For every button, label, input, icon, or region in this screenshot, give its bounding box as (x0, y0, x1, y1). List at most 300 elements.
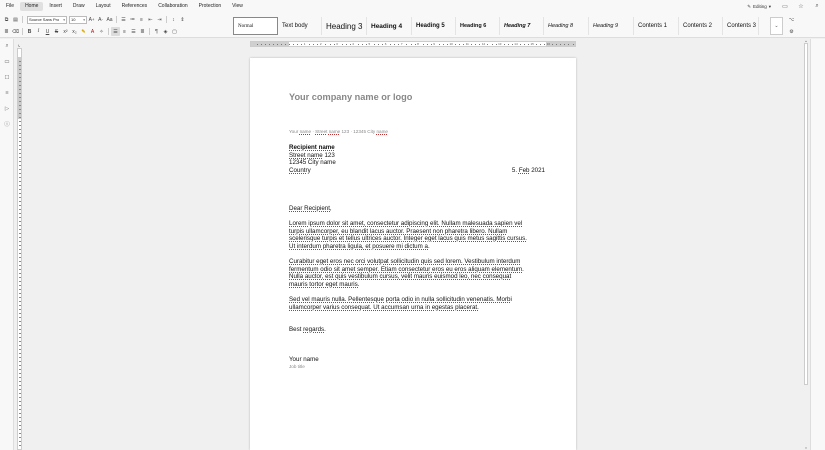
ruler-tick (19, 105, 21, 106)
ruler-tick (19, 229, 21, 230)
grow-font-icon[interactable]: A + (88, 16, 95, 23)
ruler-tick (19, 349, 21, 350)
italic-icon[interactable]: I (37, 29, 40, 34)
ruler-tick (313, 44, 314, 45)
ruler-tick (19, 309, 21, 310)
chevron-down-icon: ⌄ (774, 23, 779, 29)
sender-word: name (299, 129, 312, 134)
ruler-tick (398, 44, 399, 45)
ruler-tick (439, 44, 440, 45)
style-contents-3[interactable]: Contents 3 (723, 17, 759, 35)
ruler-tick (19, 393, 21, 394)
style-heading-8[interactable]: Heading 8 (544, 17, 589, 35)
ruler-tick (19, 69, 21, 70)
comments-icon[interactable]: ▭ (4, 59, 10, 66)
vertical-scrollbar[interactable] (803, 39, 809, 450)
recipient-street-text: Street name (289, 151, 323, 159)
paragraph-line: Ut interdum pharetra ligula, et posuere mi dictum a. (289, 242, 430, 250)
ruler-tick (19, 245, 21, 246)
recipient-name-text: Recipient name (289, 144, 335, 151)
ruler-tick (19, 161, 21, 162)
salutation-text: Dear Recipient, (289, 205, 332, 212)
ruler-number: 10 (449, 42, 453, 46)
ruler-tick (447, 44, 448, 45)
ruler-tick (19, 101, 21, 102)
ruler-tick (19, 177, 21, 178)
ruler-tick (19, 181, 21, 182)
ruler-tick (19, 425, 21, 426)
ruler-tick (19, 365, 21, 366)
ruler-tick (265, 44, 266, 45)
ruler-tick (297, 44, 298, 45)
ruler-tick (564, 44, 565, 45)
ruler-tick (325, 44, 326, 45)
style-heading-9[interactable]: Heading 9 (589, 17, 634, 35)
editing-label: Editing (752, 4, 767, 9)
ruler-number: 9 (433, 42, 435, 46)
toolbar-divider (116, 16, 117, 23)
ruler-tick (19, 289, 21, 290)
ruler-tick (334, 44, 335, 45)
ruler-tick (524, 44, 525, 45)
ruler-tick (19, 225, 21, 226)
ruler-tick (366, 44, 367, 45)
paragraph-line: turpis ullamcorper, eu blandit lacus auctor. Praesent non pharetra libero. Nullam (289, 227, 508, 235)
ruler-tick (19, 241, 21, 242)
ruler-tick (406, 44, 407, 45)
ruler-tick (573, 44, 574, 45)
ruler-tick (552, 44, 553, 45)
ruler-tick (19, 81, 21, 82)
ruler-tick (19, 157, 21, 158)
sender-word: Street (315, 129, 328, 134)
sender-separator: · (312, 129, 314, 134)
search-icon[interactable]: ⌕ (815, 3, 819, 9)
ruler-tick (492, 44, 493, 45)
ruler-tick (289, 44, 290, 45)
ruler-tick (19, 129, 21, 130)
ruler-tick (19, 333, 21, 334)
ruler-tick (19, 197, 21, 198)
ruler-tick (19, 221, 21, 222)
ruler-tick (19, 73, 21, 74)
ruler-tick (19, 253, 21, 254)
font-size-value: 10 (71, 16, 76, 22)
ruler-tick (293, 44, 294, 45)
style-gallery (233, 17, 783, 35)
ruler-tick (19, 117, 21, 118)
shading-icon[interactable]: ◈ (163, 28, 168, 35)
menu-references[interactable]: References (121, 3, 148, 9)
ruler-number: 13 (498, 42, 502, 46)
ruler-tick (19, 125, 21, 126)
ruler-tick (19, 257, 21, 258)
paragraph-line: scelerisque turpis et tellus ultrices auctor. Integer eget lacus quis metus sagittis cursus. (289, 235, 527, 243)
ruler-tick (330, 44, 331, 45)
ruler-tick (19, 401, 21, 402)
style-heading-5[interactable]: Heading 5 (412, 17, 456, 35)
style-heading-7[interactable]: Heading 7 (500, 17, 544, 35)
signer-name[interactable]: Your name (289, 356, 319, 363)
ruler-tick (560, 44, 561, 45)
ruler-tick (423, 44, 424, 45)
ruler-tick (19, 169, 21, 170)
ruler-tick (19, 373, 21, 374)
ruler-tick (19, 337, 21, 338)
ruler-number: 2 (319, 42, 322, 46)
feedback-icon[interactable]: ▷ (4, 105, 10, 112)
ruler-tick (455, 44, 456, 45)
scroll-down-icon[interactable]: ▾ (805, 446, 807, 450)
ruler-tick (19, 133, 21, 134)
ruler-tick (463, 44, 464, 45)
ruler-tick (19, 313, 21, 314)
ruler-tick (301, 44, 302, 45)
right-sidebar (810, 39, 825, 450)
signer-job-title[interactable]: Job title (289, 364, 305, 369)
ruler-tick (374, 44, 375, 45)
font-size-select[interactable] (69, 16, 87, 24)
ruler-tick (520, 44, 521, 45)
salutation[interactable] (289, 205, 332, 213)
ruler-tick (528, 44, 529, 45)
sender-word: 12345 City (353, 129, 376, 134)
underline-icon[interactable]: U (45, 28, 50, 35)
ruler-tick (358, 44, 359, 45)
recipient-name[interactable] (289, 144, 335, 152)
ruler-tick (19, 353, 21, 354)
ruler-number: 11 (465, 42, 469, 46)
menu-right-tools (741, 0, 825, 13)
ruler-tick (496, 44, 497, 45)
style-heading-3[interactable]: Heading 3 (322, 17, 367, 35)
paragraph-line: Lorem ipsum dolor sit amet, consectetur adipiscing elit. Nullam malesuada sapien vel (289, 220, 523, 227)
ruler-number: 7 (400, 42, 403, 46)
ruler-tick (19, 113, 21, 114)
chevron-down-icon: ▾ (63, 17, 65, 22)
ruler-tick (19, 97, 21, 98)
toolbar-divider (22, 28, 23, 35)
ruler-tick (19, 77, 21, 78)
sender-word: name (376, 129, 388, 134)
sender-word: name (328, 129, 341, 134)
show-formatting-icon[interactable]: ¶ (155, 28, 158, 35)
ruler-tick (19, 93, 21, 94)
ruler-tick (19, 109, 21, 110)
toolbar-row-1 (0, 14, 187, 25)
align-center-icon[interactable]: ≡ (123, 28, 126, 35)
ruler-tick (540, 44, 541, 45)
ruler-number: 15 (530, 42, 534, 46)
ruler-tick (443, 44, 444, 45)
ruler-tick (19, 405, 21, 406)
vertical-ruler[interactable] (17, 48, 22, 450)
ruler-tick (19, 277, 21, 278)
ruler-tick (277, 44, 278, 45)
ruler-number: 14 (514, 42, 518, 46)
ruler-tick (19, 237, 21, 238)
recipient-street-number: 123 (324, 151, 335, 159)
closing-word: regards. (303, 326, 326, 333)
paragraph-line: mauris tortor eget mauris. (289, 280, 360, 288)
ruler-tick (19, 429, 21, 430)
style-heading-6[interactable]: Heading 6 (456, 17, 500, 35)
ruler-tick (19, 205, 21, 206)
ruler-tick (19, 141, 21, 142)
ruler-tick (19, 377, 21, 378)
change-case-icon[interactable]: Aa (106, 16, 113, 23)
navigation-icon[interactable]: ≡ (5, 90, 9, 97)
ruler-tick (19, 357, 21, 358)
ruler-tick (19, 165, 21, 166)
ruler-tick (19, 413, 21, 414)
ruler-tick (19, 137, 21, 138)
ruler-tick (19, 269, 21, 270)
line-spacing-icon[interactable]: ↕ (172, 16, 175, 23)
ruler-tick (261, 44, 262, 45)
ruler-tick (394, 44, 395, 45)
superscript-icon[interactable]: x² (63, 28, 68, 35)
strikethrough-icon[interactable]: S (54, 28, 59, 35)
ruler-tick (19, 369, 21, 370)
font-color-icon[interactable]: A (90, 28, 95, 35)
ruler-tick (19, 297, 21, 298)
ruler-tick (19, 281, 21, 282)
ruler-tick (415, 44, 416, 45)
ruler-tick (19, 321, 21, 322)
ruler-tick (19, 261, 21, 262)
ruler-tick (19, 273, 21, 274)
ruler-tick (19, 85, 21, 86)
toolbar-divider (149, 28, 150, 35)
new-style-icon[interactable]: ⌥ (788, 16, 795, 23)
ruler-tick (19, 173, 21, 174)
ruler-tick (19, 293, 21, 294)
font-name-select[interactable] (27, 16, 67, 24)
format-painter-icon[interactable]: ≣ (4, 28, 9, 35)
recipient-country[interactable] (289, 167, 311, 175)
decrease-indent-icon[interactable]: ⇤ (148, 16, 153, 23)
style-contents-1[interactable]: Contents 1 (634, 17, 679, 35)
ruler-tick (19, 121, 21, 122)
ruler-number: 16 (546, 42, 551, 46)
ruler-tick (19, 213, 21, 214)
ruler-number: 12 (481, 42, 486, 46)
sender-address-line[interactable] (289, 128, 388, 136)
ruler-tick (459, 44, 460, 45)
clear-format-icon[interactable]: ⌫ (11, 28, 20, 35)
multilevel-list-icon[interactable]: ≡ (140, 16, 143, 23)
ruler-tick (544, 44, 545, 45)
paragraph-line: Sed vel mauris nulla. Pellentesque porta odio in nulla sollicitudin venenatis. Morbi (289, 296, 512, 303)
borders-icon[interactable]: ▢ (172, 28, 177, 35)
ruler-tick (269, 44, 270, 45)
ruler-tick (19, 145, 21, 146)
document-page[interactable] (250, 58, 576, 450)
sender-separator: · (350, 129, 352, 134)
ruler-tick (19, 345, 21, 346)
subscript-icon[interactable]: x₂ (72, 28, 77, 35)
ruler-tick (317, 44, 318, 45)
ruler-tick (281, 44, 282, 45)
gallery-side-tools (787, 15, 797, 39)
ruler-tick (19, 381, 21, 382)
chat-icon[interactable]: ☐ (4, 74, 10, 81)
menu-bar (0, 0, 825, 13)
menu-insert[interactable]: Insert (49, 3, 62, 9)
font-name-value: Source Sans Pro (29, 16, 60, 22)
paragraph-line: Curabitur eget eros nec orci volutpat sollicitudin quis sed lorem. Vestibulum interdum (289, 258, 521, 265)
ruler-tick (346, 44, 347, 45)
ruler-tick (411, 44, 412, 45)
ruler-tick (19, 301, 21, 302)
ruler-tick (19, 149, 21, 150)
chevron-down-icon: ▾ (83, 17, 85, 22)
style-text-body[interactable]: Text body (278, 17, 322, 35)
ruler-tick (19, 305, 21, 306)
menu-view[interactable]: View (232, 3, 243, 9)
ruler-tick (556, 44, 557, 45)
ruler-tick (390, 44, 391, 45)
ruler-tick (19, 445, 21, 446)
ruler-tick (19, 65, 21, 66)
menu-draw[interactable]: Draw (72, 3, 85, 9)
ruler-tick (19, 153, 21, 154)
ruler-tick (19, 217, 21, 218)
align-right-icon[interactable]: ☰ (131, 28, 136, 35)
left-sidebar (0, 39, 14, 450)
bold-icon[interactable]: B (27, 28, 32, 35)
ruler-tick (512, 44, 513, 45)
toolbar-divider (166, 16, 167, 23)
date-day: 5. (511, 167, 518, 174)
menu-home[interactable]: Home (20, 2, 43, 11)
ruler-tick (19, 329, 21, 330)
ruler-tick (536, 44, 537, 45)
date-month: Feb (518, 167, 530, 174)
ruler-tick (309, 44, 310, 45)
copy-icon[interactable]: ⧉ (4, 16, 9, 23)
chevron-down-icon: ▾ (768, 3, 771, 9)
company-name-placeholder[interactable]: Your company name or logo (289, 92, 413, 102)
style-heading-4[interactable]: Heading 4 (367, 17, 412, 35)
ruler-tick (19, 409, 21, 410)
recipient-country-text: Country (289, 166, 311, 174)
ruler-tick (19, 433, 21, 434)
date-year: 2021 (531, 167, 545, 174)
style-contents-2[interactable]: Contents 2 (679, 17, 723, 35)
ruler-tick (19, 417, 21, 418)
editing-mode-button[interactable] (741, 4, 777, 10)
ruler-tick (19, 193, 21, 194)
justify-icon[interactable]: ≣ (140, 28, 145, 35)
star-icon[interactable]: ☆ (798, 4, 804, 10)
ruler-tick (273, 44, 274, 45)
align-left-icon[interactable]: ☰ (111, 27, 120, 36)
ruler-tick (19, 385, 21, 386)
ruler-tick (350, 44, 351, 45)
ruler-number: 4 (352, 42, 354, 46)
menu-layout[interactable]: Layout (95, 3, 111, 9)
ruler-tick (568, 44, 569, 45)
ruler-tick (19, 249, 21, 250)
menu-collaboration[interactable]: Collaboration (158, 3, 188, 9)
ruler-tick (19, 285, 21, 286)
style-normal[interactable]: Normal (233, 17, 278, 35)
ruler-tick (19, 441, 21, 442)
ruler-tick (362, 44, 363, 45)
highlight-color-icon[interactable]: ✎ (81, 28, 86, 35)
ruler-tick (19, 233, 21, 234)
scrollbar-thumb[interactable] (804, 43, 808, 385)
menu-file[interactable]: File (6, 3, 15, 9)
menu-protection[interactable]: Protection (198, 3, 222, 9)
search-icon[interactable]: ⌕ (5, 43, 9, 50)
pencil-icon: ✎ (747, 3, 751, 9)
folder-icon[interactable]: ▭ (782, 4, 788, 10)
ruler-tick (378, 44, 379, 45)
ruler-tick (479, 44, 480, 45)
ruler-tick (19, 317, 21, 318)
ruler-tick (427, 44, 428, 45)
paragraph-line: ullamcorper varius consequat. Ut accumsan urna in egestas placerat. (289, 303, 479, 311)
paragraph-line: fermentum odio sit amet semper. Etiam consectetur eros eu eros aliquam elementum. (289, 265, 524, 273)
ruler-tick (471, 44, 472, 45)
recipient-city[interactable]: 12345 City name (289, 159, 336, 167)
ruler-tick (19, 89, 21, 90)
toolbar-divider (22, 16, 23, 23)
scroll-up-icon[interactable]: ▴ (805, 39, 807, 43)
paragraph-line: Nulla auctor, est quis vestibulum cursus, velit mauris euismod leo, nec consequat (289, 273, 512, 281)
shrink-font-icon[interactable]: A - (98, 16, 103, 23)
ruler-number: 3 (336, 42, 338, 46)
ruler-tick (285, 44, 286, 45)
text-effects-icon[interactable]: ✧ (99, 28, 104, 35)
info-icon[interactable]: ⓘ (4, 122, 10, 129)
ruler-tick (19, 437, 21, 438)
numbered-list-icon[interactable]: ≔ (130, 16, 135, 23)
ruler-tick (19, 389, 21, 390)
closing-word: Best (289, 326, 302, 333)
ruler-tick (19, 341, 21, 342)
horizontal-ruler[interactable] (250, 41, 576, 47)
ruler-tick (487, 44, 488, 45)
increase-indent-icon[interactable]: ⇥ (157, 16, 162, 23)
ruler-tick (19, 185, 21, 186)
style-settings-icon[interactable]: ⚙ (789, 28, 794, 35)
recipient-street[interactable] (289, 152, 335, 160)
ruler-number: 5 (368, 42, 371, 46)
ruler-tick (504, 44, 505, 45)
bullet-list-icon[interactable]: ☰ (121, 16, 126, 23)
ruler-tick (431, 44, 432, 45)
closing[interactable] (289, 326, 326, 334)
ruler-tick (508, 44, 509, 45)
paste-icon[interactable]: ▤ (13, 16, 18, 23)
tab-stop-selector[interactable]: ⌞ (18, 42, 21, 48)
ruler-tick (257, 44, 258, 45)
ruler-tick (19, 397, 21, 398)
letter-date[interactable] (510, 167, 545, 175)
ruler-tick (19, 209, 21, 210)
style-gallery-expand-button[interactable] (770, 17, 783, 35)
ruler-tick (19, 421, 21, 422)
sender-word: 123 (341, 129, 350, 134)
ruler-tick (19, 189, 21, 190)
ruler-tick (19, 325, 21, 326)
ruler-number: 8 (417, 42, 419, 46)
paragraph-spacing-icon[interactable]: ⇕ (180, 16, 185, 23)
